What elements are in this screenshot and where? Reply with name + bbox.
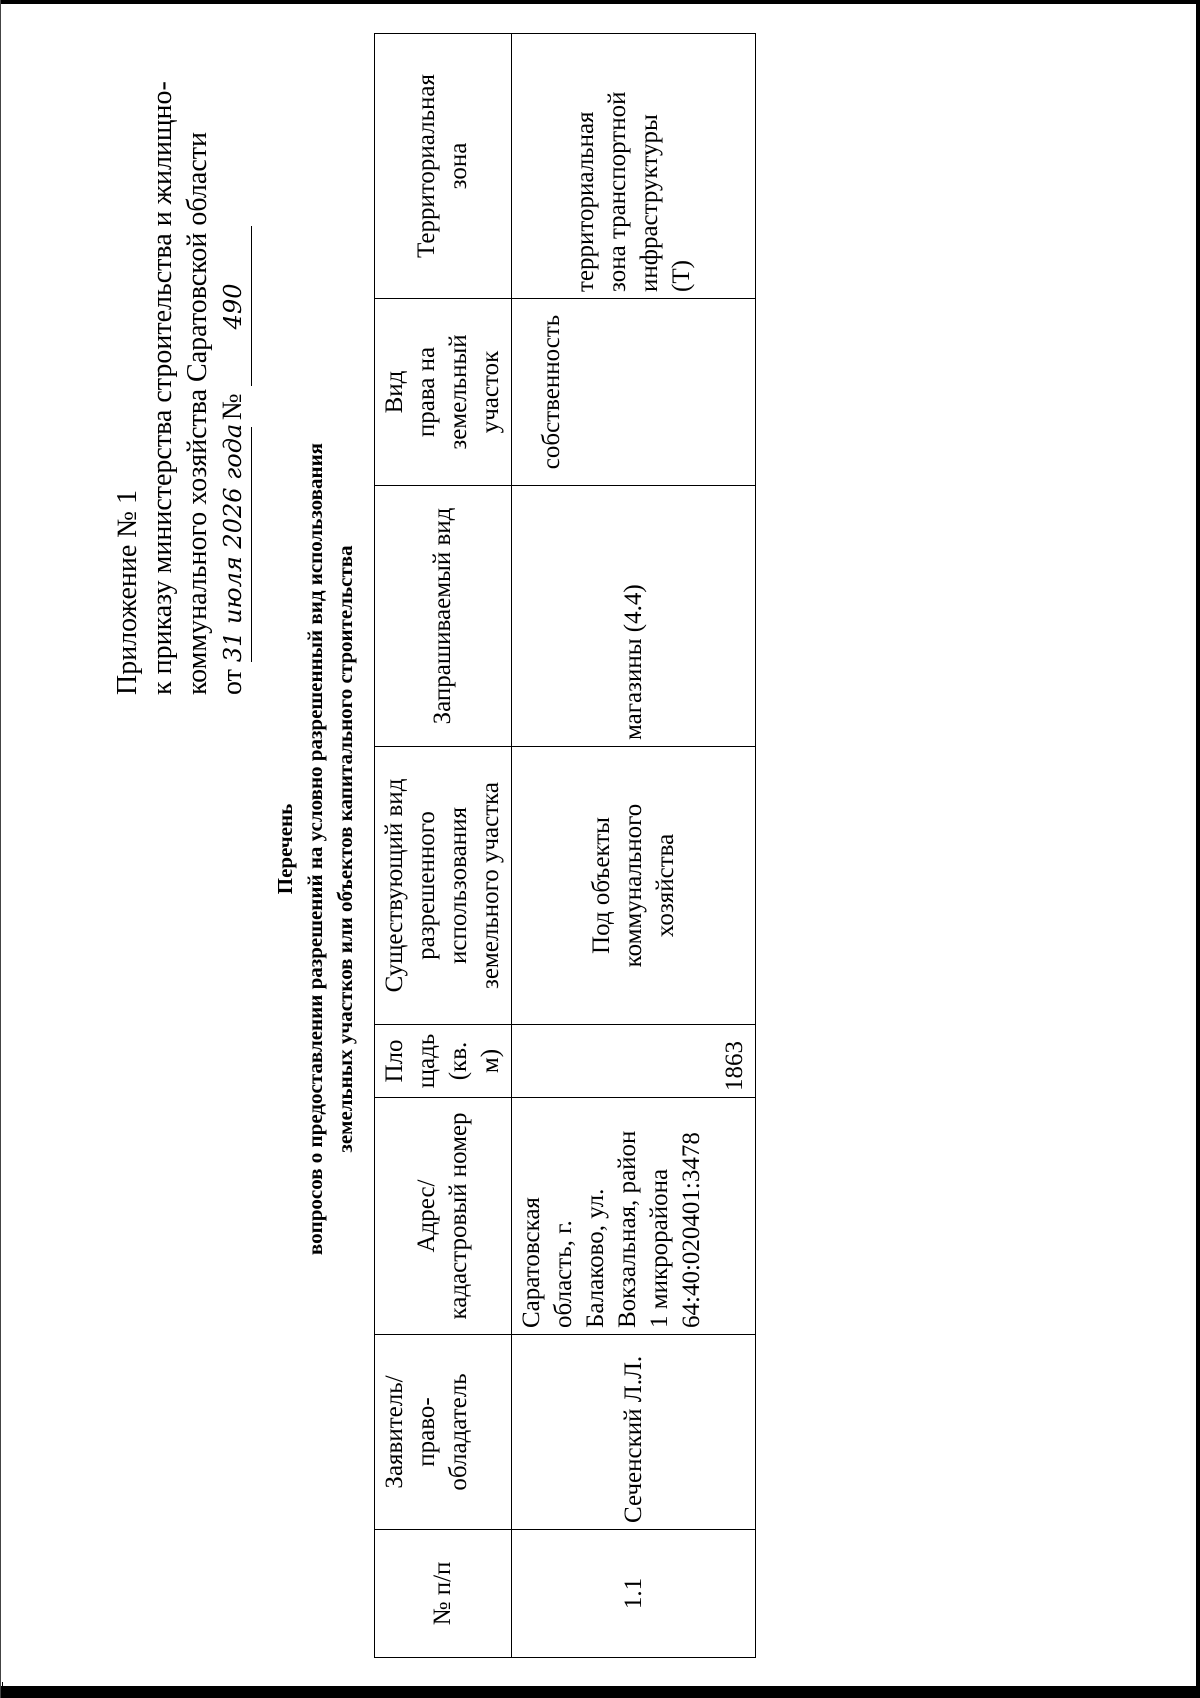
- cell-area: 1863: [512, 1025, 756, 1098]
- title-line-2: вопросов о предоставлении разрешений на условно разрешенный вид использования: [303, 442, 327, 1256]
- appendix-date-line: [215, 135, 252, 695]
- table-row: [512, 34, 756, 1658]
- header-applicant: Заявитель/ право- обладатель: [375, 1335, 512, 1530]
- number-prefix: №: [217, 393, 248, 421]
- header-existing-use: Существующий вид разрешенного использования земельного участка: [375, 747, 512, 1025]
- appendix-ministry-line: коммунального хозяйства Саратовской области: [182, 132, 213, 695]
- table-header-row: [375, 34, 512, 1658]
- cell-requested-use: магазины (4.4): [512, 486, 756, 747]
- header-right-type: Вид права на земельный участок: [375, 299, 512, 486]
- date-prefix: от: [217, 669, 248, 695]
- cell-num: 1.1: [512, 1530, 756, 1658]
- title-line-1: Перечень: [273, 803, 297, 895]
- header-zone: Территориальная зона: [375, 34, 512, 299]
- header-address: Адрес/ кадастровый номер: [375, 1098, 512, 1335]
- document-title: [270, 0, 360, 1698]
- permits-table: [374, 33, 756, 1658]
- header-area: Пло щадь (кв. м): [375, 1025, 512, 1098]
- cell-zone: территориальная зона транспортной инфраструктуры (Т): [512, 34, 756, 299]
- date-field: [215, 423, 252, 663]
- title-line-3: земельных участков или объектов капитального строительства: [333, 545, 357, 1153]
- number-field: [215, 226, 252, 386]
- appendix-order-line: к приказу министерства строительства и жилищно-: [147, 81, 178, 695]
- handwritten-date: 31 июля 2026 года: [219, 423, 247, 663]
- header-requested-use: Запрашиваемый вид: [375, 486, 512, 747]
- cell-existing-use: Под объекты коммунального хозяйства: [512, 747, 756, 1025]
- handwritten-number: 490: [219, 283, 247, 330]
- cell-right-type: собственность: [512, 299, 756, 486]
- appendix-block: [110, 81, 252, 695]
- header-num: № п/п: [375, 1530, 512, 1658]
- cell-address: Саратовская область, г. Балаково, ул. Вокзальная, район 1 микрорайона 64:40:020401:3478: [512, 1098, 756, 1335]
- cell-applicant: Сеченский Л.Л.: [512, 1335, 756, 1530]
- appendix-title: Приложение № 1: [112, 490, 143, 695]
